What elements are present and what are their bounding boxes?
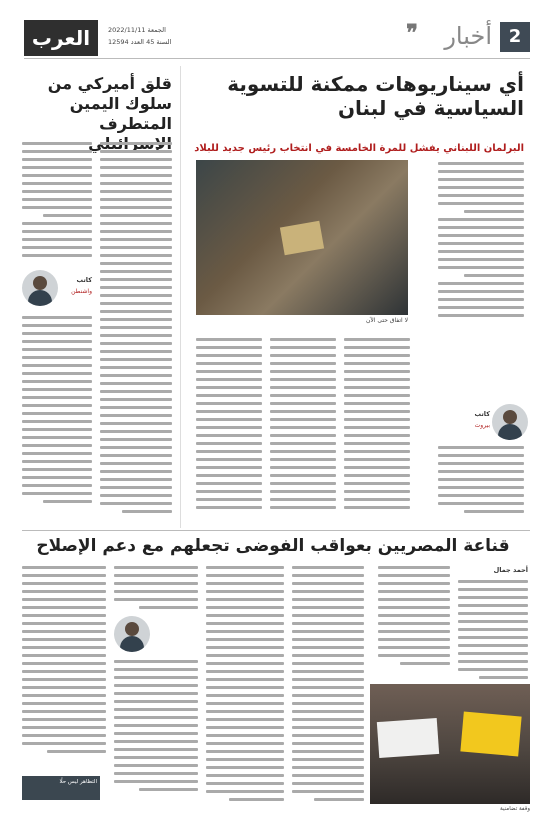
- bottom-body-column-3: [292, 566, 364, 806]
- side-body-column-1: [22, 142, 92, 262]
- main-headline: أي سيناريوهات ممكنة للتسوية السياسية في لبنان: [227, 72, 524, 120]
- header-divider: [24, 58, 530, 59]
- side-author-avatar: [22, 270, 58, 306]
- bottom-body-column-4: [206, 566, 284, 806]
- main-body-column-4: [344, 338, 410, 514]
- bottom-body-column-2: [378, 566, 450, 670]
- section-number: 2: [500, 22, 530, 52]
- side-author-location: واشنطن: [71, 288, 92, 295]
- bottom-author-name: أحمد جمال: [493, 566, 528, 574]
- bottom-body-column-1: [458, 580, 528, 684]
- bottom-body-column-5b: [114, 660, 198, 796]
- side-headline: قلق أميركي من سلوك اليمين المتطرف: [47, 74, 172, 133]
- column-divider: [180, 66, 181, 528]
- protest-sign: [377, 718, 439, 758]
- issue-info: [108, 24, 171, 48]
- main-subheadline: البرلمان اللبناني يفشل للمرة الخامسة في انتخاب رئيس جديد للبلاد: [194, 143, 524, 154]
- main-body-column-2: [196, 338, 262, 514]
- side-body-column-2: [100, 142, 172, 518]
- section-divider: [22, 530, 530, 531]
- protest-photo: [370, 684, 530, 804]
- ballot-box: [280, 221, 324, 256]
- main-photo-caption: لا اتفاق حتى الآن: [365, 317, 408, 324]
- issue-date: الجمعة 2022/11/11: [108, 26, 166, 34]
- protest-sign-yellow: [460, 712, 521, 757]
- main-body-column-1: [438, 162, 524, 322]
- side-body-column-1b: [22, 316, 92, 508]
- author-avatar: [492, 404, 528, 440]
- highlight-box: التظاهر ليس حلًا: [22, 776, 100, 800]
- bottom-photo-caption: وقفة تضامنية: [500, 806, 530, 812]
- author-location: بيروت: [474, 422, 490, 429]
- main-body-column-3: [270, 338, 336, 514]
- author-name: كاتب: [474, 410, 490, 418]
- bottom-body-column-5: [114, 566, 198, 614]
- side-author-name: كاتب: [76, 276, 92, 284]
- quote-icon: ❞: [406, 20, 418, 46]
- main-body-column-1b: [438, 446, 524, 518]
- page-header: [24, 20, 530, 58]
- main-photo: [196, 160, 408, 315]
- newspaper-masthead: العرب: [24, 20, 98, 56]
- bottom-headline: قناعة المصريين بعواقب الفوضى تجعلهم مع دعم الإصلاح: [36, 536, 510, 556]
- bottom-body-column-6: [22, 566, 106, 758]
- bottom-author-avatar: [114, 616, 150, 652]
- issue-number: السنة 45 العدد 12594: [108, 38, 172, 46]
- section-name: أخبار: [444, 22, 492, 50]
